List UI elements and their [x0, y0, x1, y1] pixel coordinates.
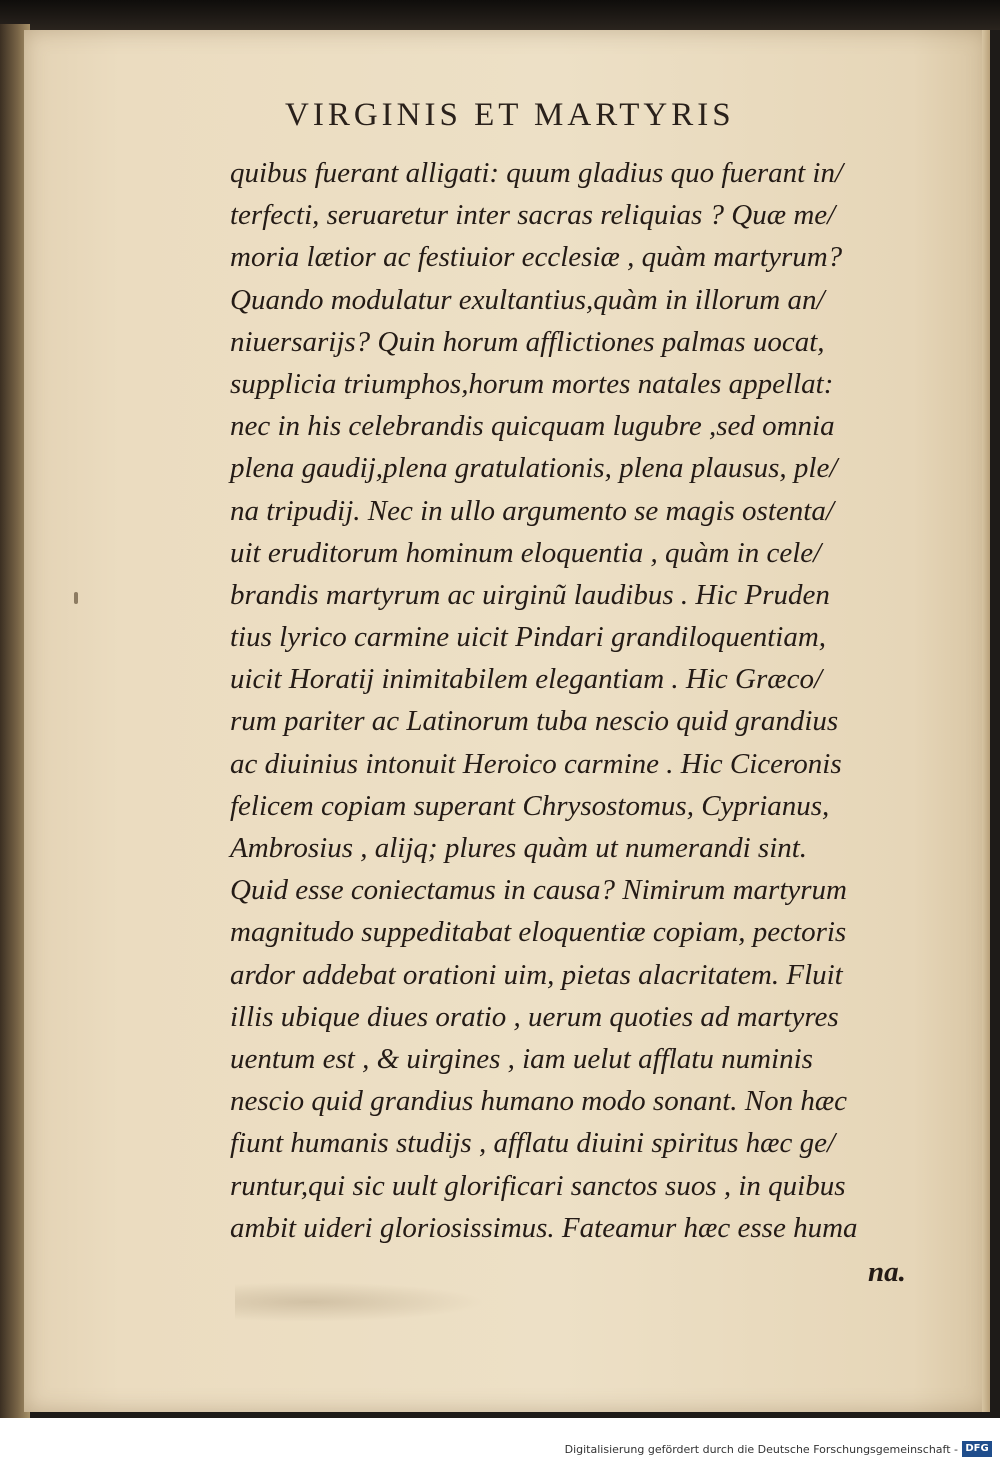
scan-background — [0, 0, 1000, 30]
text-line: fiunt humanis studijs , afflatu diuini spiritus hæc ge/ — [230, 1127, 836, 1160]
text-line: terfecti, seruaretur inter sacras reliquias ? Quæ me/ — [230, 199, 836, 232]
catchword: na. — [868, 1256, 906, 1288]
text-line: Ambrosius , alijq; plures quàm ut numerandi sint. — [230, 832, 808, 864]
text-line: Quando modulatur exultantius,quàm in illorum an/ — [230, 283, 825, 316]
body-text — [230, 152, 930, 1249]
text-line: uit eruditorum hominum eloquentia , quàm in cele/ — [230, 536, 822, 569]
text-line: nescio quid grandius humano modo sonant. Non hæc — [230, 1085, 848, 1118]
footer-credit: Digitalisierung gefördert durch die Deutsche Forschungsgemeinschaft - — [564, 1443, 958, 1456]
text-line: uentum est , & uirgines , iam uelut afflatu numinis — [230, 1042, 813, 1075]
text-line: Quid esse coniectamus in causa? Nimirum martyrum — [230, 874, 848, 907]
text-line: tius lyrico carmine uicit Pindari grandiloquentiam, — [230, 621, 827, 654]
text-line: illis ubique diues oratio , uerum quoties ad martyres — [230, 1000, 839, 1033]
text-line: moria lætior ac festiuior ecclesiæ , quàm martyrum? — [230, 241, 843, 274]
text-line: supplicia triumphos,horum mortes natales appellat: — [230, 367, 834, 400]
text-line: plena gaudij,plena gratulationis, plena plausus, ple/ — [230, 452, 838, 485]
text-line: quibus fuerant alligati: quum gladius quo fuerant in/ — [230, 157, 844, 189]
text-line: uicit Horatij inimitabilem elegantiam . Hic Græco/ — [230, 663, 823, 696]
ink-bleed-smudge — [235, 1282, 485, 1322]
text-line: brandis martyrum ac uirginũ laudibus . Hic Pruden — [230, 578, 830, 611]
margin-mark — [74, 592, 78, 604]
text-line: niuersarijs? Quin horum afflictiones palmas uocat, — [230, 325, 825, 358]
text-line: ardor addebat orationi uim, pietas alacritatem. Fluit — [230, 958, 843, 991]
text-line: rum pariter ac Latinorum tuba nescio quid grandius — [230, 705, 839, 738]
text-line: ambit uideri gloriosissimus. Fateamur hæc esse huma — [230, 1211, 858, 1244]
page-edge — [982, 30, 990, 1412]
text-line: na tripudij. Nec in ullo argumento se magis ostenta/ — [230, 494, 834, 527]
text-line: runtur,qui sic uult glorificari sanctos suos , in quibus — [230, 1169, 846, 1202]
text-line: nec in his celebrandis quicquam lugubre ,sed omnia — [230, 410, 835, 443]
text-line: ac diuinius intonuit Heroico carmine . Hic Ciceronis — [230, 747, 842, 780]
text-line: magnitudo suppeditabat eloquentiæ copiam, pectoris — [230, 916, 847, 949]
dfg-logo-icon: DFG — [962, 1441, 992, 1457]
running-head: VIRGINIS ET MARTYRIS — [285, 97, 735, 133]
text-line: felicem copiam superant Chrysostomus, Cyprianus, — [230, 789, 830, 822]
